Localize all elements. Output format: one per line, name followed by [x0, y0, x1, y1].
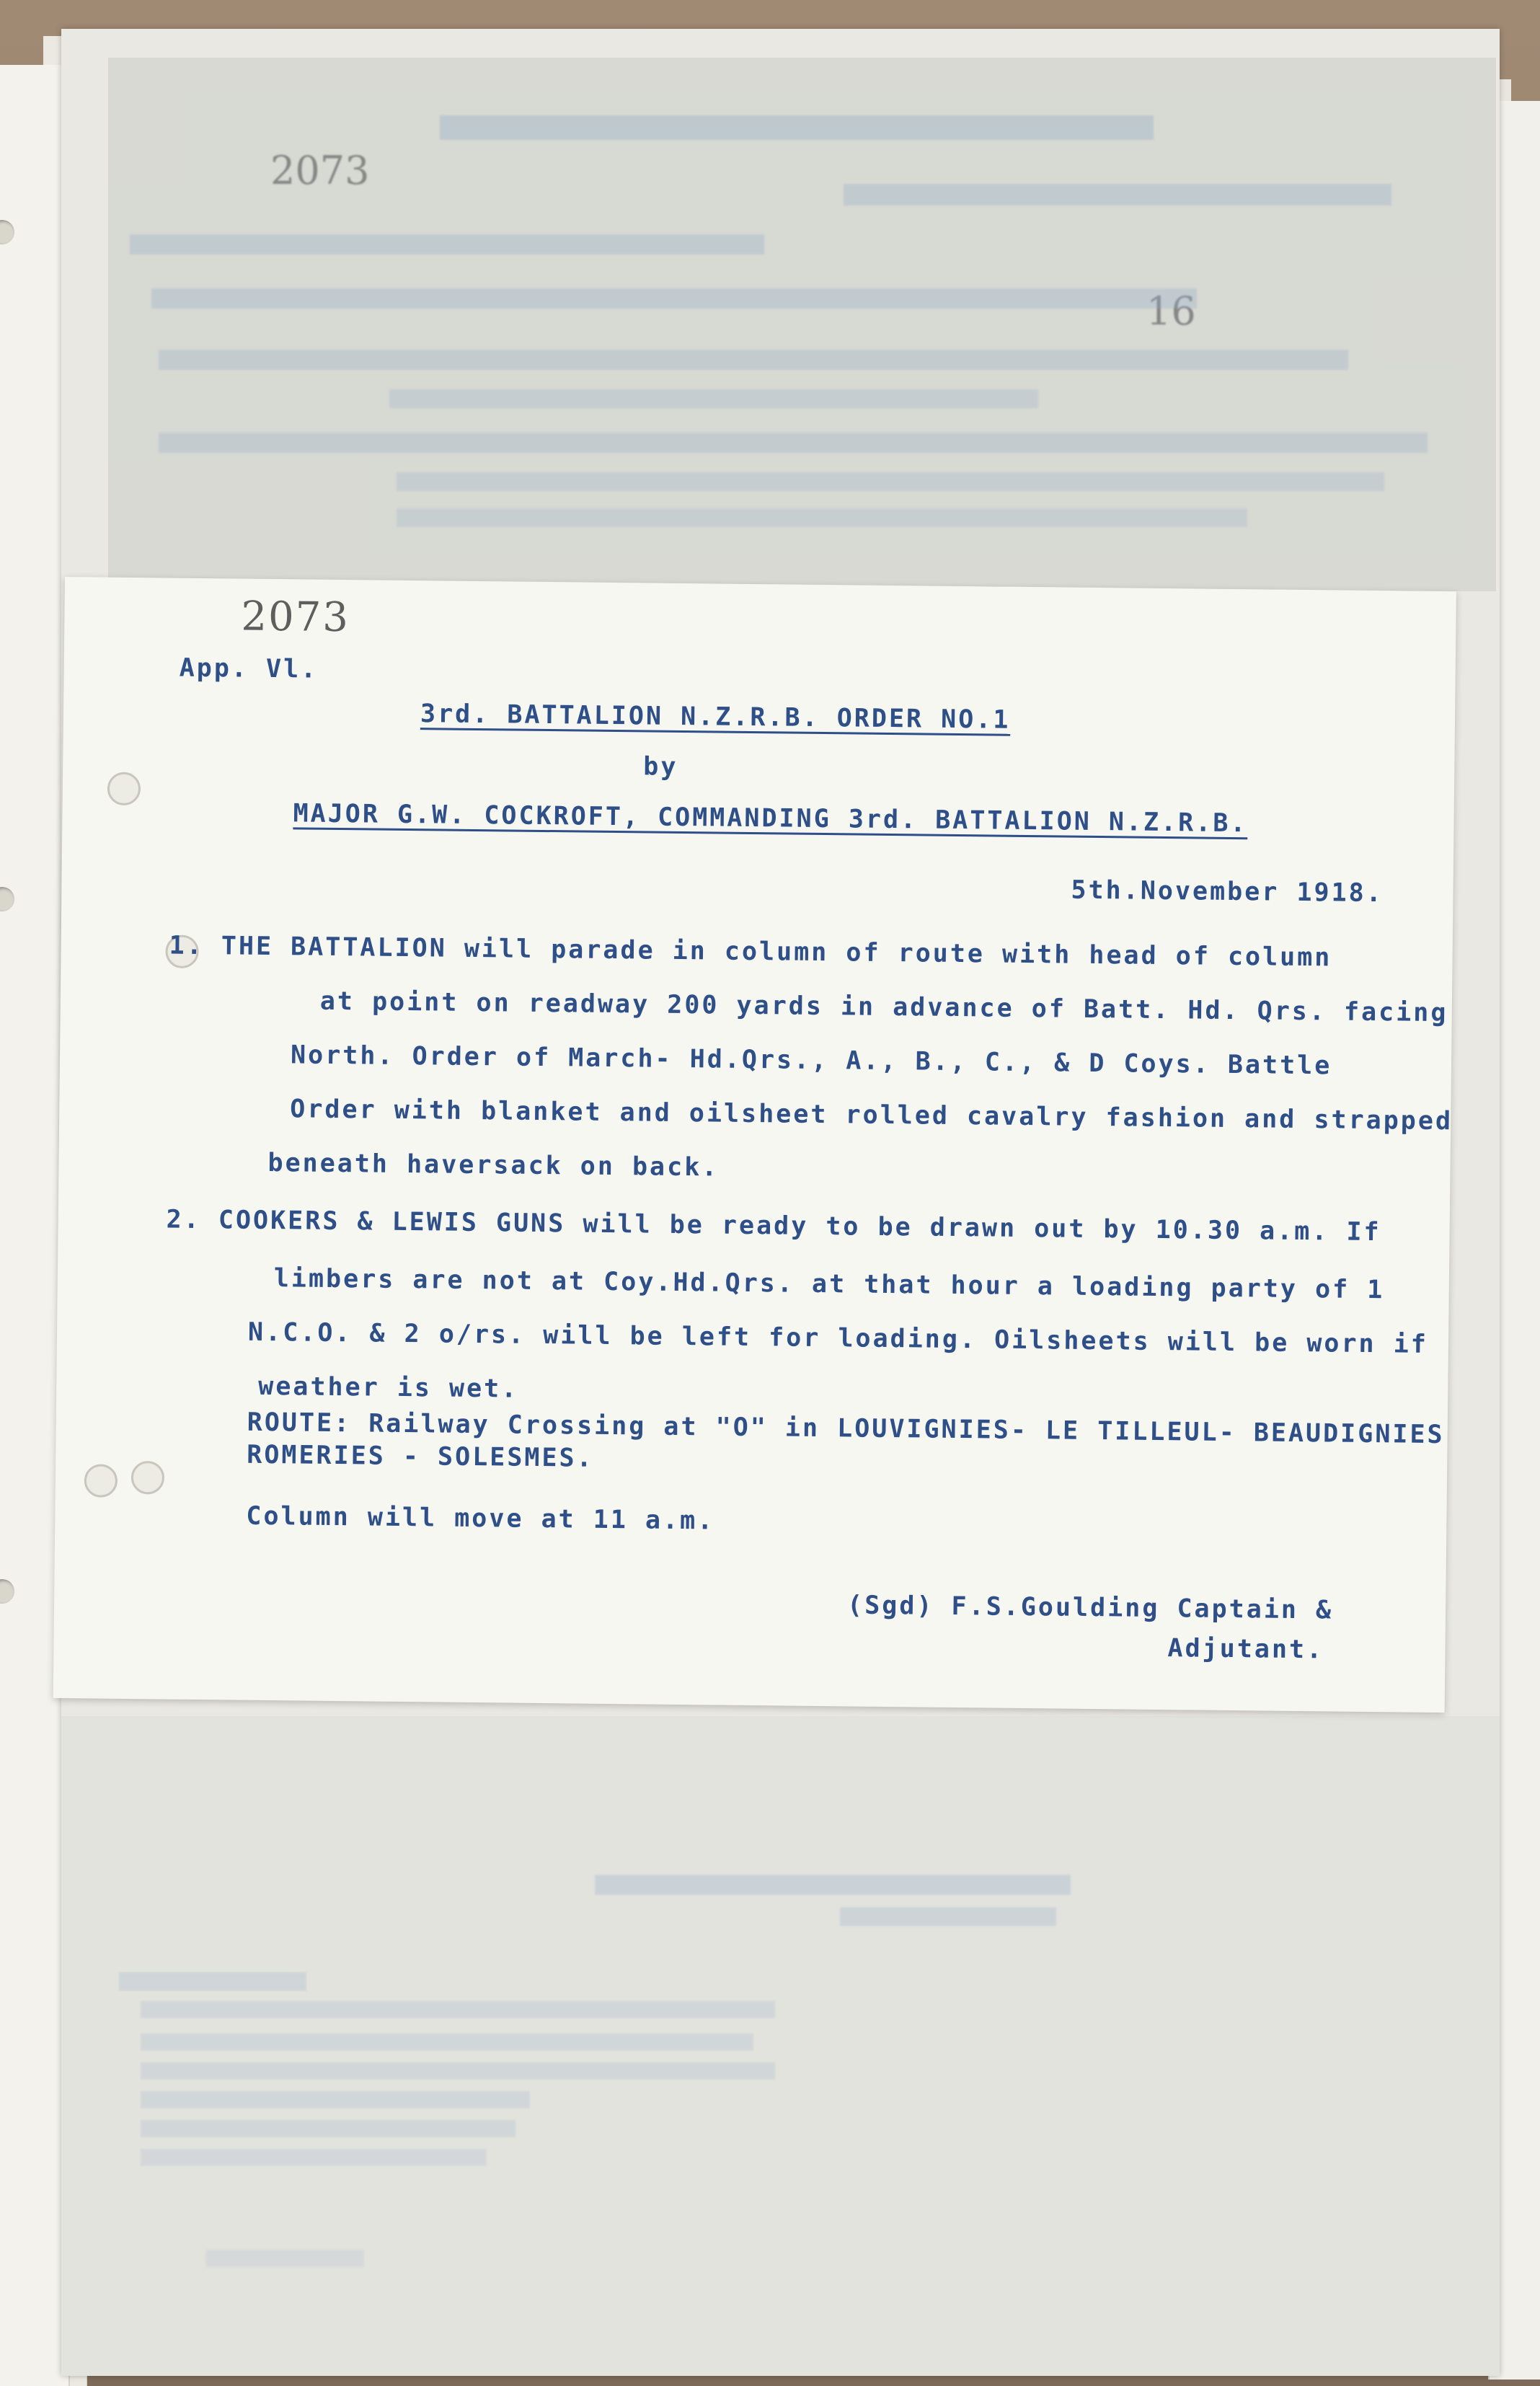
order-date: 5th.November 1918. [1071, 875, 1384, 909]
faded-distribution-line [119, 1972, 306, 1991]
para1-line5: beneath haversack on back. [267, 1148, 720, 1183]
route-line2: ROMERIES - SOLESMES. [247, 1440, 594, 1473]
para1-line4: Order with blanket and oilsheet rolled cavalry fashion and strapped [290, 1095, 1453, 1136]
faded-line [389, 389, 1038, 408]
faded-signature-line [595, 1875, 1071, 1895]
faded-distribution-line [205, 2250, 364, 2267]
by-line: by [643, 752, 678, 782]
punch-hole [84, 1464, 118, 1497]
commander-line: MAJOR G.W. COCKROFT, COMMANDING 3rd. BATTALION N.Z.R.B. [293, 799, 1248, 839]
tissue-file-number: 2073 [270, 148, 370, 193]
order-title: 3rd. BATTALION N.Z.R.B. ORDER NO.1 [420, 699, 1011, 735]
carbon-tissue-overlay [108, 58, 1496, 591]
punch-hole [0, 887, 14, 911]
para2-line1: 2. COOKERS & LEWIS GUNS will be ready to be drawn out by 10.30 a.m. If [166, 1205, 1381, 1247]
battalion-order-sheet [53, 577, 1456, 1713]
route-line1: ROUTE: Railway Crossing at "O" in LOUVIGNIES- LE TILLEUL- BEAUDIGNIES [247, 1408, 1445, 1450]
faded-distribution-line [141, 2033, 753, 2051]
faded-line [159, 350, 1348, 370]
para1-line1: 1. THE BATTALION will parade in column of route with head of column [169, 931, 1332, 973]
para1-line3: North. Order of March- Hd.Qrs., A., B., C., & D Coys. Battle [290, 1040, 1332, 1081]
punch-hole [0, 220, 14, 244]
para2-line2: limbers are not at Coy.Hd.Qrs. at that hour a loading party of 1 [273, 1264, 1385, 1305]
faded-distribution-line [141, 2091, 530, 2108]
punch-hole [0, 1579, 14, 1604]
signature-role: Adjutant. [1167, 1634, 1324, 1665]
para1-line2: at point on readway 200 yards in advance of Batt. Hd. Qrs. facing [319, 986, 1448, 1028]
faded-distribution-line [141, 2120, 515, 2137]
faded-line [397, 508, 1247, 527]
signature-line: (Sgd) F.S.Goulding Captain & [846, 1591, 1334, 1625]
faded-line [397, 472, 1384, 491]
faded-line [151, 288, 1197, 309]
faded-date-line [844, 184, 1391, 206]
para2-line3: N.C.O. & 2 o/rs. will be left for loading. Oilsheets will be worn if [247, 1317, 1429, 1359]
faded-line [159, 433, 1428, 453]
file-number: 2073 [241, 593, 350, 642]
punch-hole [131, 1461, 164, 1494]
faded-lower-section [61, 1716, 1500, 2376]
para2-line4: weather is wet. [258, 1371, 519, 1404]
tissue-page-number: 16 [1146, 288, 1196, 334]
faded-heading-line [440, 115, 1154, 140]
faded-distribution-line [141, 2149, 487, 2166]
appendix-label: App. Vl. [179, 653, 319, 684]
punch-hole [107, 772, 141, 805]
column-move-line: Column will move at 11 a.m. [246, 1501, 715, 1536]
faded-line [130, 234, 764, 255]
faded-signature-line [840, 1907, 1056, 1926]
faded-distribution-line [141, 2001, 775, 2018]
faded-distribution-line [141, 2062, 775, 2080]
